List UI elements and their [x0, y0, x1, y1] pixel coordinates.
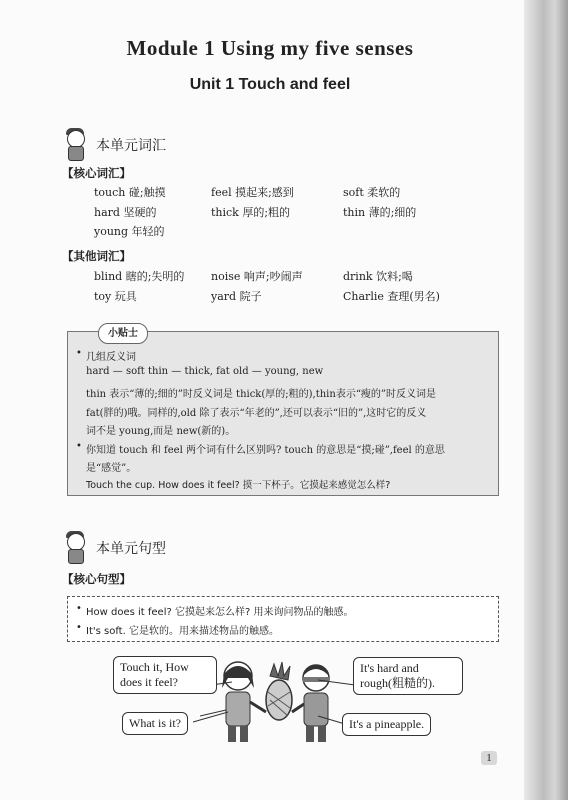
tip-line: Touch the cup. How does it feel? 摸一下杯子。它摸起来感觉怎么样? — [86, 480, 391, 491]
tip-line: 是“感觉”。 — [86, 463, 137, 474]
speech-bubble: Touch it, How does it feel? — [113, 656, 217, 694]
vocab-item: drink 饮料;喝 — [343, 270, 413, 283]
vocab-item: toy 玩具 — [94, 290, 137, 303]
vocab-item: feel 摸起来;感到 — [211, 186, 294, 199]
vocab-item: young 年轻的 — [94, 225, 165, 238]
tip-line: • 你知道 touch 和 feel 两个词有什么区别吗? touch 的意思是“摸;碰”,feel 的意思 — [86, 441, 445, 456]
vocab-item: soft 柔软的 — [343, 186, 401, 199]
vocab-item: thick 厚的;粗的 — [211, 206, 291, 219]
vocab-item: Charlie 查理(男名) — [343, 290, 440, 303]
module-title: Module 1 Using my five senses — [126, 36, 414, 60]
pattern-line: • How does it feel? 它摸起来怎么样? 用来询问物品的触感。 — [86, 603, 353, 618]
other-vocab-label: 【其他词汇】 — [62, 249, 131, 263]
speech-bubble: It's hard and rough(粗糙的). — [353, 657, 463, 695]
pattern-line: • It's soft. 它是软的。用来描述物品的触感。 — [86, 622, 279, 637]
vocab-section-title: 本单元词汇 — [96, 138, 166, 154]
vocab-item: touch 碰;触摸 — [94, 186, 166, 199]
tip-line: • 几组反义词 — [86, 348, 136, 363]
tip-line: fat(胖的)哦。同样的,old 除了表示“年老的”,还可以表示“旧的”,这时它的反义 — [86, 408, 427, 419]
tip-line: hard — soft thin — thick, fat old — young, new — [86, 366, 324, 377]
core-sentence-label: 【核心句型】 — [62, 572, 131, 586]
speech-bubble: What is it? — [122, 712, 188, 735]
page-number: 1 — [481, 751, 497, 765]
speech-bubble: It's a pineapple. — [342, 713, 431, 736]
vocab-item: hard 坚硬的 — [94, 206, 157, 219]
vocab-item: yard 院子 — [211, 290, 262, 303]
tip-line: thin 表示“薄的;细的”时反义词是 thick(厚的;粗的),thin表示“瘦的”时反义词是 — [86, 389, 437, 400]
tips-badge: 小贴士 — [98, 323, 148, 344]
vocab-item: noise 响声;吵闹声 — [211, 270, 303, 283]
vocab-item: blind 瞎的;失明的 — [94, 270, 185, 283]
unit-title: Unit 1 Touch and feel — [189, 76, 351, 93]
core-vocab-label: 【核心词汇】 — [62, 166, 131, 180]
vocab-item: thin 薄的;细的 — [343, 206, 417, 219]
sentence-section-title: 本单元句型 — [96, 541, 166, 557]
tip-line: 词不是 young,而是 new(新的)。 — [86, 426, 236, 437]
